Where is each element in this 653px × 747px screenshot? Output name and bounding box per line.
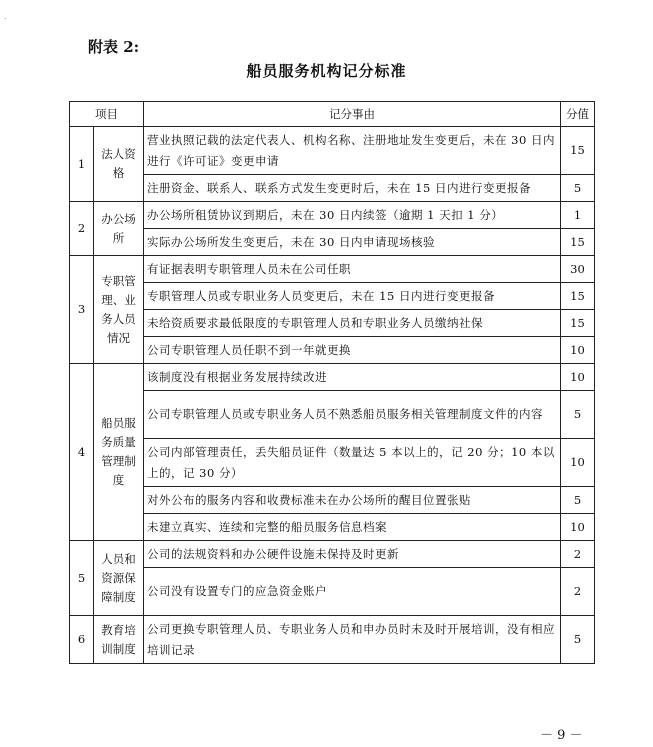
score-reason: 未给资质要求最低限度的专职管理人员和专职业务人员缴纳社保 — [144, 310, 561, 337]
score-value: 15 — [561, 283, 595, 310]
table-row — [70, 337, 595, 364]
header-score: 分值 — [561, 102, 595, 127]
score-value: 10 — [561, 514, 595, 541]
group-category: 专职管理、业务人员情况 — [94, 256, 144, 364]
group-category: 办公场所 — [94, 202, 144, 256]
group-category: 人员和资源保障制度 — [94, 541, 144, 616]
header-item: 项目 — [70, 102, 144, 127]
table-row — [70, 127, 595, 175]
score-reason: 公司的法规资料和办公硬件设施未保持及时更新 — [144, 541, 561, 568]
table-title: 船员服务机构记分标准 — [246, 62, 407, 80]
score-reason: 专职管理人员或专职业务人员变更后，未在 15 日内进行变更报备 — [144, 283, 561, 310]
corner-mark: . — [4, 12, 7, 21]
group-index: 5 — [70, 541, 94, 616]
table-row — [70, 439, 595, 487]
group-index: 6 — [70, 616, 94, 664]
score-value: 10 — [561, 439, 595, 487]
attachment-label: 附表 2: — [88, 38, 140, 56]
score-reason: 未建立真实、连续和完整的船员服务信息档案 — [144, 514, 561, 541]
table-row — [70, 310, 595, 337]
score-reason: 对外公布的服务内容和收费标准未在办公场所的醒目位置张贴 — [144, 487, 561, 514]
table-row — [70, 568, 595, 616]
table-row — [70, 256, 595, 283]
score-value: 5 — [561, 175, 595, 202]
group-index: 3 — [70, 256, 94, 364]
table-body — [70, 127, 595, 664]
score-reason: 公司没有设置专门的应急资金账户 — [144, 568, 561, 616]
group-index: 4 — [70, 364, 94, 541]
table-row — [70, 487, 595, 514]
table-row — [70, 514, 595, 541]
score-value: 1 — [561, 202, 595, 229]
score-value: 10 — [561, 364, 595, 391]
table-row — [70, 229, 595, 256]
score-reason: 有证据表明专职管理人员未在公司任职 — [144, 256, 561, 283]
score-reason: 办公场所租赁协议到期后，未在 30 日内续签（逾期 1 天扣 1 分） — [144, 202, 561, 229]
score-value: 5 — [561, 391, 595, 439]
score-reason: 营业执照记载的法定代表人、机构名称、注册地址发生变更后，未在 30 日内进行《许可证》变更申请 — [144, 127, 561, 175]
score-value: 15 — [561, 229, 595, 256]
table-row — [70, 541, 595, 568]
group-index: 1 — [70, 127, 94, 202]
score-value: 2 — [561, 568, 595, 616]
score-reason: 该制度没有根据业务发展持续改进 — [144, 364, 561, 391]
score-reason: 公司内部管理责任，丢失船员证件（数量达 5 本以上的，记 20 分；10 本以上的，记 30 分） — [144, 439, 561, 487]
table-row — [70, 283, 595, 310]
table-header-row — [70, 102, 595, 127]
table-row — [70, 202, 595, 229]
score-value: 15 — [561, 310, 595, 337]
header-reason: 记分事由 — [144, 102, 561, 127]
score-reason: 实际办公场所发生变更后，未在 30 日内申请现场核验 — [144, 229, 561, 256]
table-row — [70, 616, 595, 664]
score-value: 10 — [561, 337, 595, 364]
table-row — [70, 364, 595, 391]
score-reason: 公司专职管理人员或专职业务人员不熟悉船员服务相关管理制度文件的内容 — [144, 391, 561, 439]
table-row — [70, 175, 595, 202]
score-reason: 公司更换专职管理人员、专职业务人员和申办员时未及时开展培训，没有相应培训记录 — [144, 616, 561, 664]
group-category: 船员服务质量管理制度 — [94, 364, 144, 541]
score-value: 30 — [561, 256, 595, 283]
group-category: 教育培训制度 — [94, 616, 144, 664]
group-category: 法人资格 — [94, 127, 144, 202]
score-reason: 公司专职管理人员任职不到一年就更换 — [144, 337, 561, 364]
score-value: 15 — [561, 127, 595, 175]
score-value: 2 — [561, 541, 595, 568]
table-row — [70, 391, 595, 439]
score-reason: 注册资金、联系人、联系方式发生变更时后，未在 15 日内进行变更报备 — [144, 175, 561, 202]
score-value: 5 — [561, 616, 595, 664]
score-value: 5 — [561, 487, 595, 514]
scoring-table — [69, 101, 595, 664]
page-number: － 9 － — [540, 728, 583, 743]
group-index: 2 — [70, 202, 94, 256]
